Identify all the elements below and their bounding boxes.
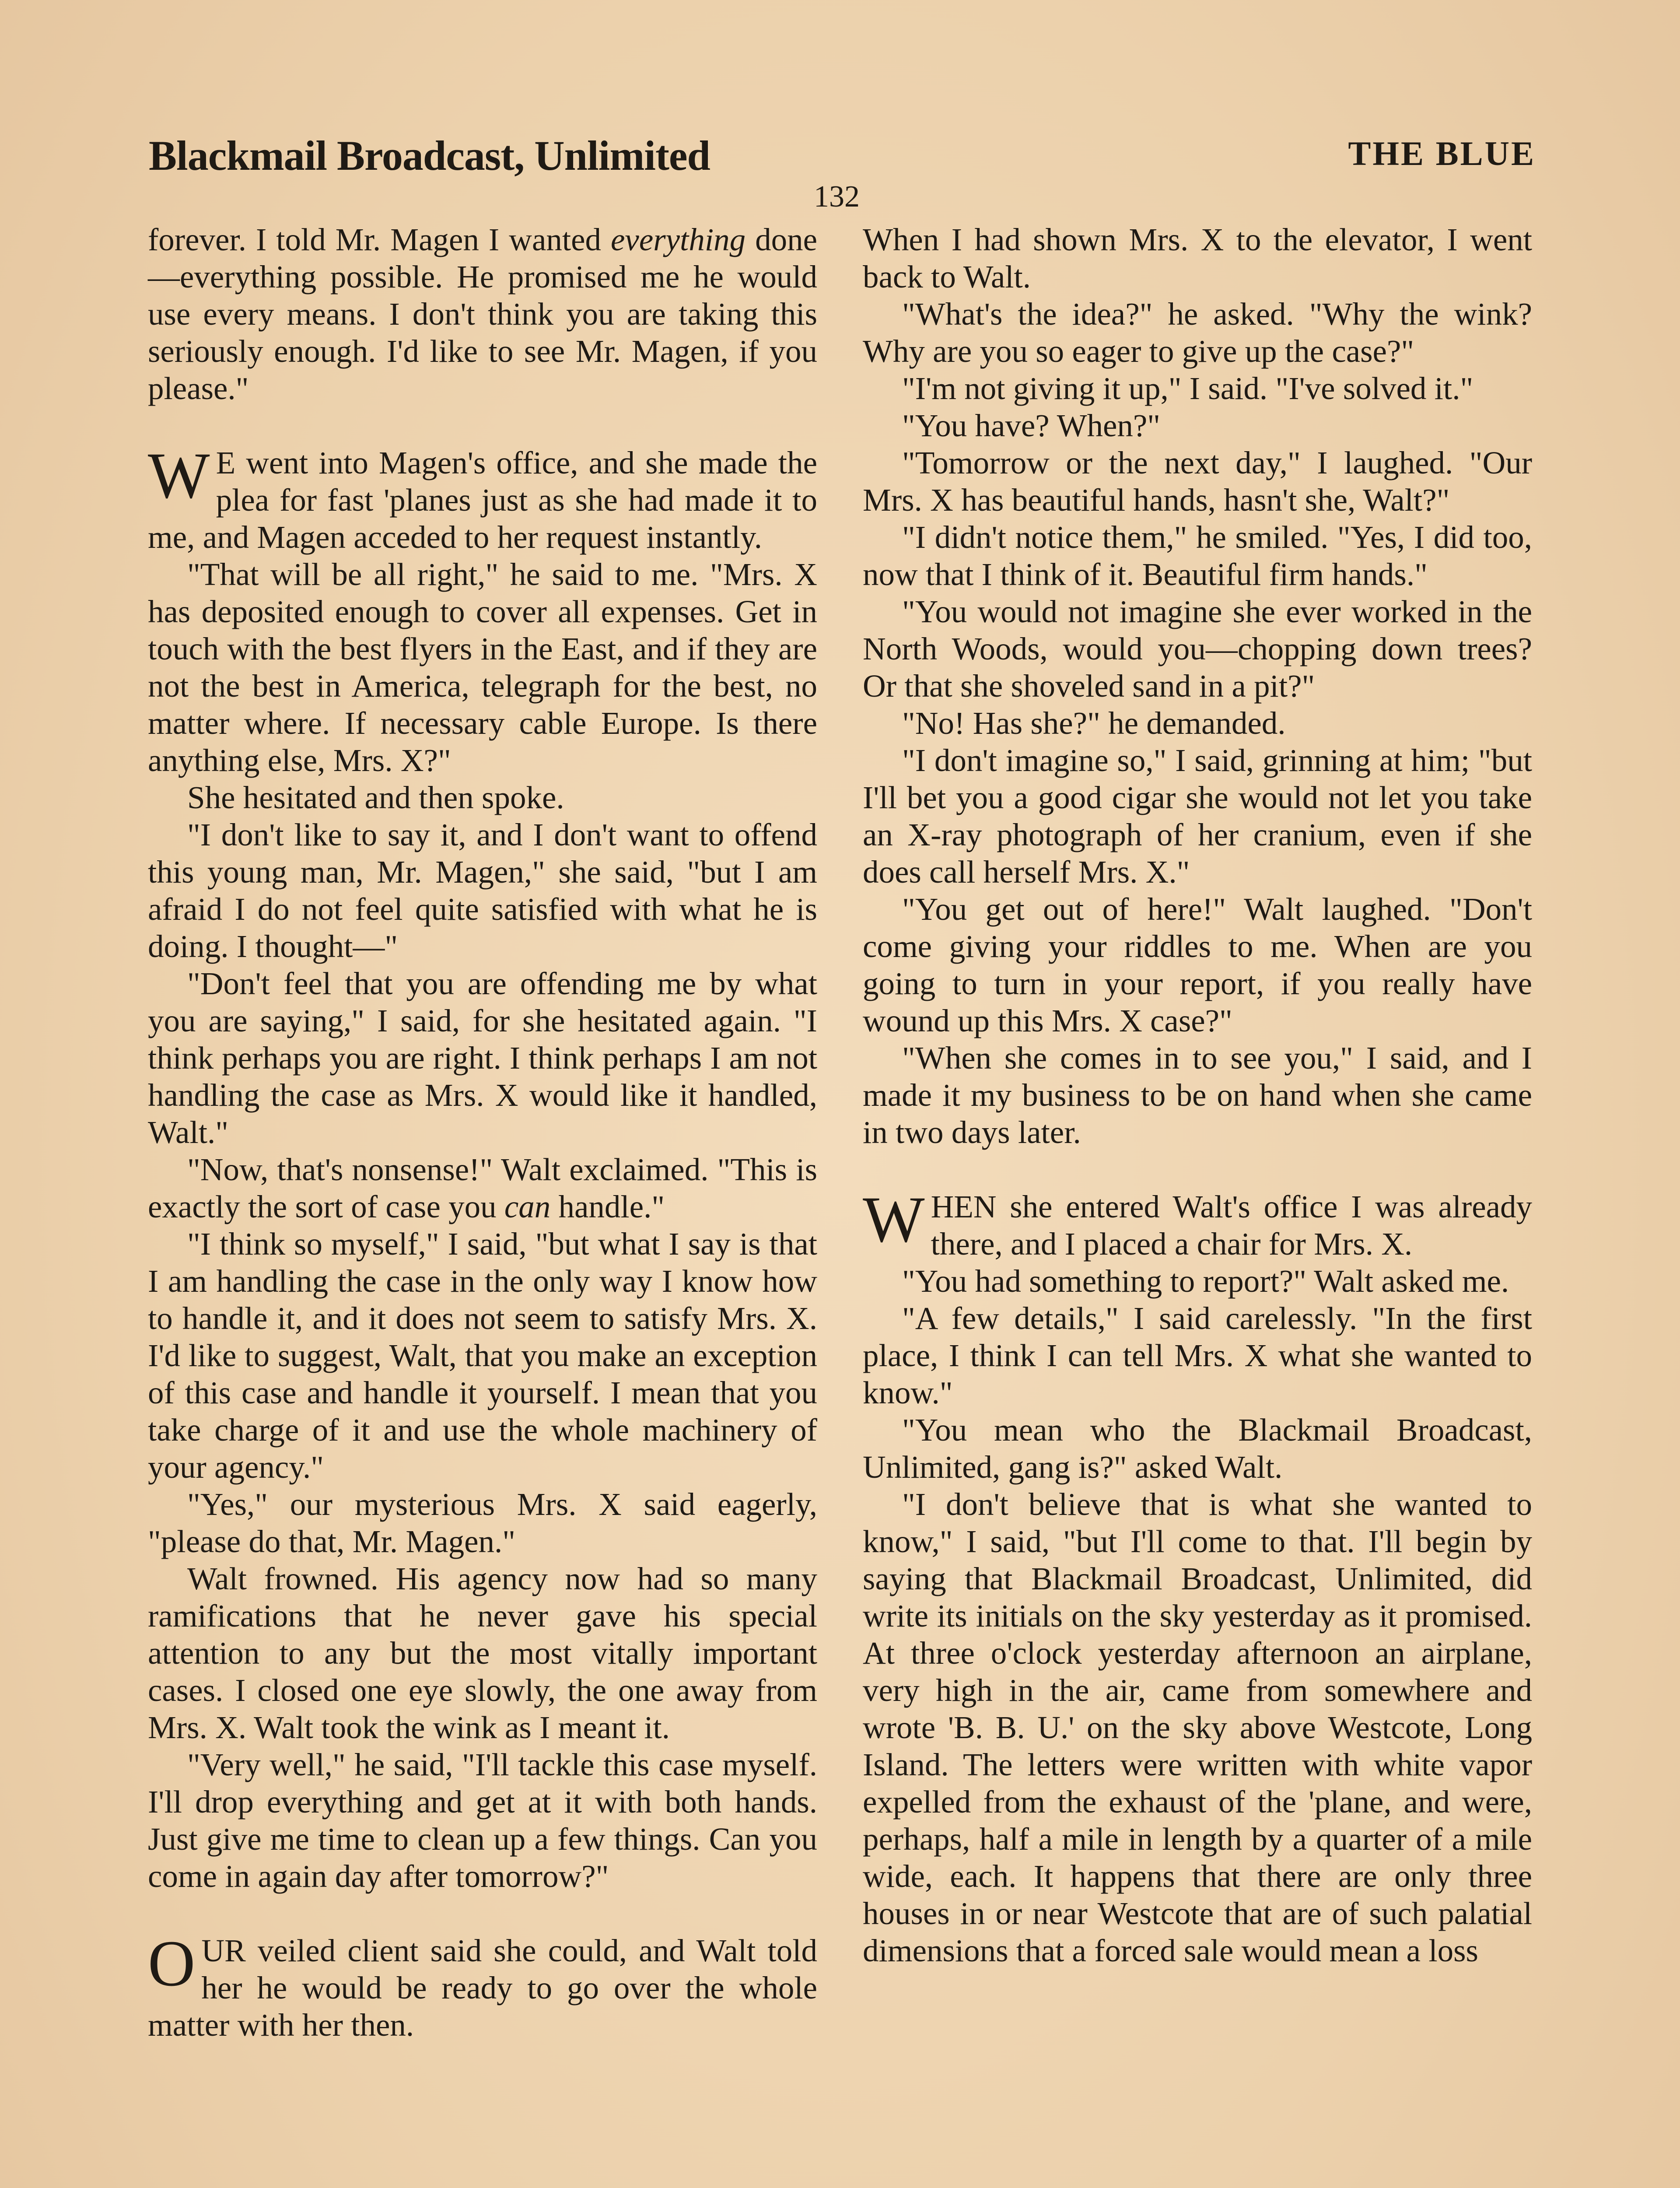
- drop-cap-word-rest: HEN: [931, 1189, 997, 1224]
- paragraph-text: she entered Walt's office I was already there, and I placed a chair for Mrs. X.: [931, 1189, 1532, 1262]
- paragraph-text: done—everything possible. He promised me he would use every means. I don't think you are taking this seriously enough. I'd like to see Mr. Magen, if you please.": [148, 222, 818, 406]
- paragraph-text: went into Magen's office, and she made the plea for fast 'planes just as she had made it to me, and Magen acceded to her request instantly.: [148, 445, 817, 555]
- paragraph: "Tomorrow or the next day," I laughed. "Our Mrs. X has beautiful hands, hasn't she, Walt?": [863, 445, 1532, 518]
- paragraph: "I'm not giving it up," I said. "I've solved it.": [902, 371, 1474, 406]
- paragraph: [863, 1183, 1532, 1262]
- magazine-title: THE BLUE: [1348, 134, 1536, 172]
- paragraph: "Yes," our mysterious Mrs. X said eagerly, "please do that, Mr. Magen.": [148, 1487, 817, 1559]
- drop-cap-word-rest: UR: [201, 1933, 246, 1968]
- paragraph: [148, 221, 817, 407]
- paragraph-text: forever. I told Mr. Magen I wanted: [148, 222, 611, 257]
- paragraph: "I don't believe that is what she wanted to know," I said, "but I'll come to that. I'll begin by saying that Blackmail Broadcast, Unlimited, did write its initials on the sky yesterday as it promised. At three o'clock yesterday afternoon an airplane, very high in the air, came from somewhere and wrote 'B. B. U.' on the sky above Westcote, Long Island. The letters were written with white vapor expelled from the exhaust of the 'plane, and were, perhaps, half a mile in length by a quarter of a mile wide, each. It happens that there are only three houses in or near Westcote that are of such palatial dimensions that a forced sale would mean a loss: [863, 1487, 1532, 1968]
- paragraph: "What's the idea?" he asked. "Why the wink? Why are you so eager to give up the case?": [863, 296, 1532, 369]
- drop-cap-letter: O: [148, 1927, 196, 2000]
- paragraph: "You have? When?": [902, 408, 1161, 443]
- paragraph-text: "Now, that's nonsense!" Walt exclaimed. "This is exactly the sort of case you: [148, 1152, 817, 1224]
- paragraph: [148, 439, 817, 556]
- paragraph: "A few details," I said carelessly. "In the first place, I think I can tell Mrs. X what she wanted to know.": [863, 1301, 1532, 1410]
- page-number: 132: [814, 180, 860, 214]
- paragraph: "No! Has she?" he demanded.: [902, 705, 1286, 741]
- paragraph: "You would not imagine she ever worked in the North Woods, would you—chopping down trees? Or that she shoveled sand in a pit?": [863, 594, 1532, 704]
- paragraph: When I had shown Mrs. X to the elevator, I went back to Walt.: [863, 222, 1532, 295]
- paragraph: "I didn't notice them," he smiled. "Yes, I did too, now that I think of it. Beautiful firm hands.": [863, 519, 1532, 592]
- paragraph: [148, 1151, 817, 1225]
- paragraph-text: handle.": [550, 1189, 665, 1224]
- paragraph: "I don't like to say it, and I don't want to offend this young man, Mr. Magen," she said, "but I am afraid I do not feel quite satisfied with what he is doing. I thought—": [148, 817, 817, 964]
- drop-cap-letter: W: [863, 1183, 925, 1256]
- paragraph-text: veiled client said she could, and Walt told her he would be ready to go over the whole matter with her then.: [148, 1933, 817, 2043]
- paragraph: "You get out of here!" Walt laughed. "Don't come giving your riddles to me. When are you going to turn in your report, if you really have wound up this Mrs. X case?": [863, 891, 1532, 1038]
- emphasized-word: everything: [611, 222, 746, 257]
- paragraph: "When she comes in to see you," I said, and I made it my business to be on hand when she came in two days later.: [863, 1040, 1532, 1150]
- paragraph: "You had something to report?" Walt asked me.: [902, 1263, 1509, 1299]
- paragraph: [148, 1927, 817, 2044]
- drop-cap-word-rest: E: [216, 445, 236, 480]
- paragraph: "Very well," he said, "I'll tackle this case myself. I'll drop everything and get at it with both hands. Just give me time to clean up a few things. Can you come in again day after tomorrow?": [148, 1747, 817, 1894]
- paragraph: "I think so myself," I said, "but what I say is that I am handling the case in the only way I know how to handle it, and it does not seem to satisfy Mrs. X. I'd like to suggest, Walt, that you make an exception of this case and handle it yourself. I mean that you take charge of it and use the whole machinery of your agency.": [148, 1226, 817, 1485]
- paragraph: "You mean who the Blackmail Broadcast, Unlimited, gang is?" asked Walt.: [863, 1412, 1532, 1485]
- paragraph: "I don't imagine so," I said, grinning at him; "but I'll bet you a good cigar she would not let you take an X-ray photograph of her cranium, even if she does call herself Mrs. X.": [863, 743, 1532, 890]
- left-text-column: [148, 221, 817, 2044]
- right-text-column: [863, 221, 1532, 1969]
- paragraph: "Don't feel that you are offending me by what you are saying," I said, for she hesitated again. "I think perhaps you are right. I think perhaps I am not handling the case as Mrs. X would like it handled, Walt.": [148, 966, 817, 1150]
- emphasized-word: can: [504, 1189, 551, 1224]
- paragraph: "That will be all right," he said to me. "Mrs. X has deposited enough to cover all expenses. Get in touch with the best flyers in the East, and if they are not the best in America, telegraph for the best, no matter where. If necessary cable Europe. Is there anything else, Mrs. X?": [148, 557, 817, 778]
- paragraph: She hesitated and then spoke.: [187, 780, 564, 815]
- drop-cap-letter: W: [148, 439, 210, 512]
- paragraph: Walt frowned. His agency now had so many ramifications that he never gave his special attention to any but the most vitally important cases. I closed one eye slowly, the one away from Mrs. X. Walt took the wink as I meant it.: [148, 1561, 817, 1745]
- story-title: Blackmail Broadcast, Unlimited: [149, 132, 710, 179]
